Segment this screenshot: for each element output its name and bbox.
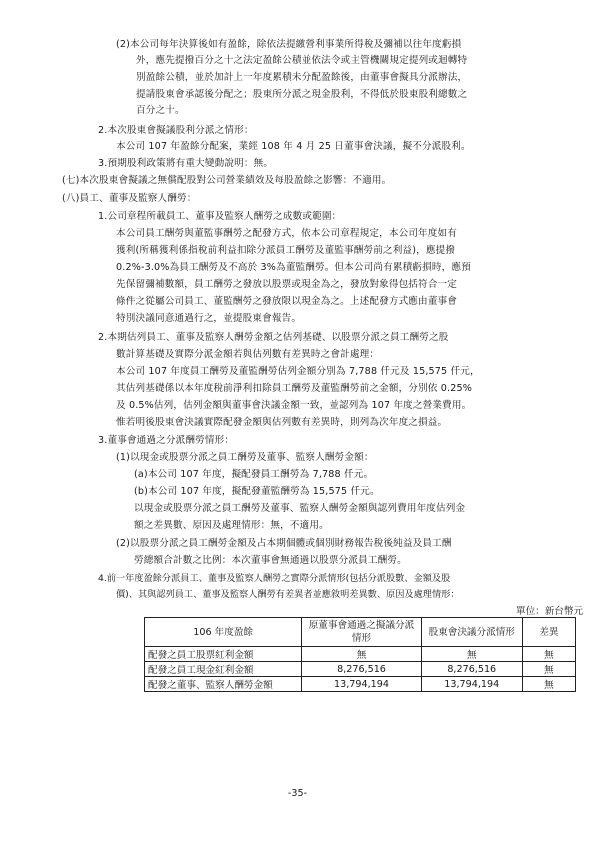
text-line: 1.公司章程所載員工、董事及監察人酬勞之成數或範圍： [98, 211, 342, 222]
text-line: (b)本公司 107 年度，擬配發董監酬勞為 15,575 仟元。 [134, 486, 380, 497]
text-line: (2)本公司每年決算後如有盈餘，除依法提繳營利事業所得稅及彌補以往年度虧損 [116, 39, 462, 50]
text-line: 惟若明後股東會決議實際配發金額與估列數有差異時，則列為次年度之損益。 [116, 417, 448, 428]
text-line: 百分之十。 [136, 105, 185, 116]
text-line: 以現金或股票分派之員工酬勞及董事、監察人酬勞金額與認列費用年度估列金 [134, 503, 466, 514]
text-line: (a)本公司 107 年度，擬配發員工酬勞為 7,788 仟元。 [134, 469, 374, 480]
unit-label: 單位：新台幣元 [516, 606, 584, 617]
text-line: 2.本次股東會擬議股利分派之情形： [98, 125, 254, 136]
text-line: 條件之從屬公司員工、董監酬勞之發放限以現金為之。上述配發方式應由董事會 [116, 296, 458, 307]
table-cell: 無 [421, 647, 522, 662]
table-cell: 13,794,194 [421, 677, 522, 692]
table-cell: 無 [522, 677, 575, 692]
table-header-row [145, 618, 576, 647]
table-header: 股東會決議分派情形 [421, 618, 522, 647]
table-cell: 8,276,516 [421, 662, 522, 677]
table-header: 差異 [522, 618, 575, 647]
table-row [145, 677, 576, 692]
table-cell: 8,276,516 [302, 662, 421, 677]
text-line: (1)以現金或股票分派之員工酬勞及董事、監察人酬勞金額： [116, 452, 374, 463]
page-number: -35- [287, 788, 308, 799]
section-heading: (七)本次股東會擬議之無償配股對公司營業績效及每股盈餘之影響：不適用。 [62, 175, 392, 186]
text-line: (2)以股票分派之員工酬勞金額及占本期個體或個別財務報告稅後純益及員工酬 [116, 538, 452, 549]
text-line: 3.預期股利政策將有重大變動說明：無。 [98, 158, 274, 169]
text-line: 3.董事會通過之分派酬勞情形： [98, 435, 235, 446]
compensation-table [144, 617, 576, 692]
text-line: 先保留彌補數額，員工酬勞之發放以股票或現金為之，發放對象得包括符合一定 [116, 279, 458, 290]
text-line: 獲利(所稱獲利係指稅前利益扣除分派員工酬勞及董監事酬勞前之利益)，應提撥 [116, 245, 456, 256]
table-cell: 配發之董事、監察人酬勞金額 [145, 677, 302, 692]
table-cell: 無 [302, 647, 421, 662]
text-line: 價)、其與認列員工、董事及監察人酬勞有差異者並應敘明差異數、原因及處理情形： [116, 589, 460, 600]
text-line: 別盈餘公積，並於加計上一年度累積未分配盈餘後，由董事會擬具分派辦法， [136, 72, 468, 83]
text-line: 本公司員工酬勞與董監事酬勞之配發方式，依本公司章程規定，本公司年度如有 [116, 228, 458, 239]
text-line: 外，應先提撥百分之十之法定盈餘公積並依法令或主管機關規定提列或迴轉特 [136, 55, 468, 66]
table-cell: 配發之員工股票紅利金額 [145, 647, 302, 662]
text-line: 4.前一年度盈餘分派員工、董事及監察人酬勞之實際分派情形(包括分派股數、金額及股 [98, 573, 451, 584]
text-line: 0.2%-3.0%為員工酬勞及不高於 3%為董監酬勞。但本公司尚有累積虧損時，應預 [116, 262, 471, 273]
text-line: 特別決議同意通過行之，並提股東會報告。 [116, 313, 302, 324]
text-line: 額之差異數、原因及處理情形：無，不適用。 [134, 520, 329, 531]
text-line: 本公司 107 年盈餘分配案，業經 108 年 4 月 25 日董事會決議，擬不分派股利。 [116, 141, 471, 152]
text-line: 其估列基礎係以本年度稅前淨利扣除員工酬勞及董監酬勞前之金額，分別依 0.25% [116, 383, 472, 394]
section-heading: (八)員工、董事及監察人酬勞： [62, 193, 197, 204]
table-row [145, 662, 576, 677]
table-row [145, 647, 576, 662]
text-line: 提請股東會承認後分配之；股東所分派之現金股利，不得低於股東股利總數之 [136, 89, 468, 100]
text-line: 數計算基礎及實際分派金額若與估列數有差異時之會計處理： [116, 349, 380, 360]
table-cell: 13,794,194 [302, 677, 421, 692]
text-line: 及 0.5%估列，估列金額與董事會決議金額一致，並認列為 107 年度之營業費用。 [116, 400, 472, 411]
table-header: 原董事會通過之擬議分派情形 [302, 618, 421, 647]
table-cell: 無 [522, 662, 575, 677]
table-cell: 無 [522, 647, 575, 662]
text-line: 本公司 107 年度員工酬勞及董監酬勞估列金額分別為 7,788 仟元及 15,575 仟元， [116, 366, 480, 377]
text-line: 勞總額合計數之比例：本次董事會無通過以股票分派員工酬勞。 [134, 555, 407, 566]
table-cell: 配發之員工現金紅利金額 [145, 662, 302, 677]
text-line: 2.本期估列員工、董事及監察人酬勞金額之估列基礎、以股票分派之員工酬勞之股 [98, 332, 449, 343]
table-header: 106 年度盈餘 [145, 618, 302, 647]
